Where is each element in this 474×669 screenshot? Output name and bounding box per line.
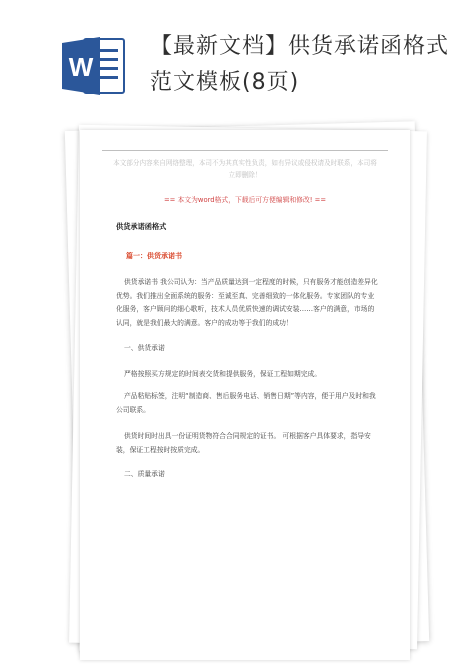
paragraph-labeling: 产品粘贴标签，注明“制造商、售后服务电话、销售日期”等内容，便于用户及时和我公司联系。 xyxy=(116,392,376,414)
disclaimer-text: 本文部分内容来自网络整理，本司不为其真实性负责，如有异议或侵权请及时联系，本司将立即删除！ xyxy=(113,159,377,179)
paragraph-delivery: 严格按照买方规定的时间表交货和提供服务，保证工程如期完成。 xyxy=(124,370,322,378)
paragraph-certificate: 供货时间时出具一份证明货物符合合同规定的证书。 可根据客户具体要求，指导安装，保证工程按时按质完成。 xyxy=(116,432,371,454)
header-rule xyxy=(102,150,388,151)
paragraph-intro: 供货承诺书 我公司认为：当产品质量达到一定程度的时候，只有服务才能创造差异化优势。我们推出全面系统的服务：至诚至真、完善细致的一体化服务。专家团队的专业化服务，客户顾问的细心歌听，技术人员优质快速的调试安装……客户的满意，市场的认同，就是我们最大的满意。客户的成功等于我们的成功！ xyxy=(116,278,378,327)
word-format-notice: == 本文为word格式，下载后可方便编辑和修改! == xyxy=(163,196,327,204)
section-heading-quality: 二、质量承诺 xyxy=(124,470,165,478)
document-heading: 供货承诺函格式 xyxy=(116,222,167,231)
section-heading-supply: 一、供货承诺 xyxy=(124,344,165,352)
document-title-line-2: 范文模板(8页) xyxy=(150,70,300,95)
document-preview-page[interactable] xyxy=(80,130,410,660)
section-subheading: 篇一：供货承诺书 xyxy=(126,252,182,260)
header xyxy=(0,0,474,112)
document-title-line-1: 【最新文档】供货承诺函格式 xyxy=(150,34,450,59)
word-document-icon xyxy=(62,35,126,97)
svg-text:W: W xyxy=(68,52,94,82)
